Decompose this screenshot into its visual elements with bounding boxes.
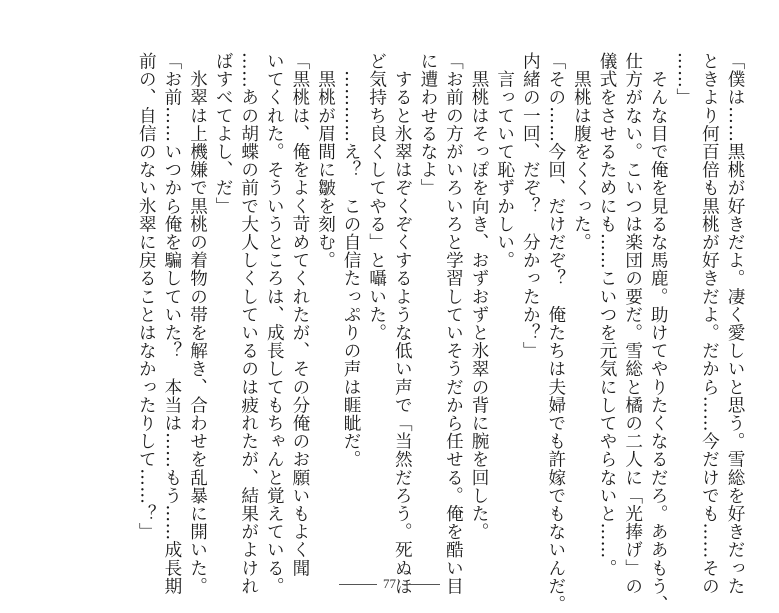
text-line: 黒桃はそっぽを向き、おずおずと氷翠の背に腕を回した。	[469, 52, 490, 541]
text-line: 内緒の一回、だぞ？ 分かったか？」	[520, 52, 541, 360]
text-line: 「黒桃は、俺をよく苛めてくれたが、その分俺のお願いもよく聞	[289, 52, 310, 577]
text-line: に遭わせるなよ」	[417, 52, 438, 197]
text-line: ときより何百倍も黒桃が好きだよ。だから……今だけでも……その	[699, 52, 720, 595]
page-number: 77	[383, 576, 396, 591]
text-line: 「その……今回、だけだぞ？ 俺たちは夫婦でも許嫁でもないんだ。	[545, 52, 566, 613]
text-line: 黒桃が眉間に皺を刻む。	[315, 52, 336, 270]
text-line: …………え？ この自信たっぷりの声は睚眦だ。	[341, 52, 362, 469]
text-line: そんな目で俺を見るな馬鹿。助けてやりたくなるだろ。ああもう、	[648, 52, 669, 613]
text-line: ばすべてよし、だ」	[213, 52, 234, 215]
text-line: 「お前……いつから俺を騙していた？ 本当は……もう……成長期	[161, 52, 182, 595]
text-line: ど気持ち良くしてやる」と囁いた。	[366, 52, 387, 342]
text-line: ……」	[673, 52, 694, 107]
text-line: 「お前の方がいろいろと学習していそうだから任せる。俺を酷い目	[443, 52, 464, 595]
text-line: いてくれた。そういうところは、成長してもちゃんと覚えている。	[264, 52, 285, 595]
text-line: 仕方がない。こいつは楽団の要だ。雪総と橘の二人に「光捧げ」の	[622, 52, 643, 595]
text-line: すると氷翠はぞくぞくするような低い声で「当然だろう。死ぬほ	[392, 52, 413, 595]
text-line: 儀式をさせるためにも……こいつを元気にしてやらないと……。	[597, 52, 618, 577]
text-line: 「僕は……黒桃が好きだよ。凄く愛しいと思う。雪総を好きだった	[725, 52, 745, 595]
footer-rule-right	[402, 584, 440, 585]
page-footer	[0, 576, 779, 592]
text-line: 黒桃は腹をくくった。	[571, 52, 592, 252]
text-line: 言っていて恥ずかしい。	[494, 52, 515, 270]
text-line: ……あの胡蝶の前で大人しくしているのは疲れたが、結果がよけれ	[238, 52, 259, 595]
text-line: 氷翠は上機嫌で黒桃の着物の帯を解き、合わせを乱暴に開いた。	[187, 52, 208, 595]
footer-rule-left	[339, 584, 377, 585]
text-line: 前の、自信のない氷翠に戻ることはなかったりして……？」	[136, 52, 157, 541]
